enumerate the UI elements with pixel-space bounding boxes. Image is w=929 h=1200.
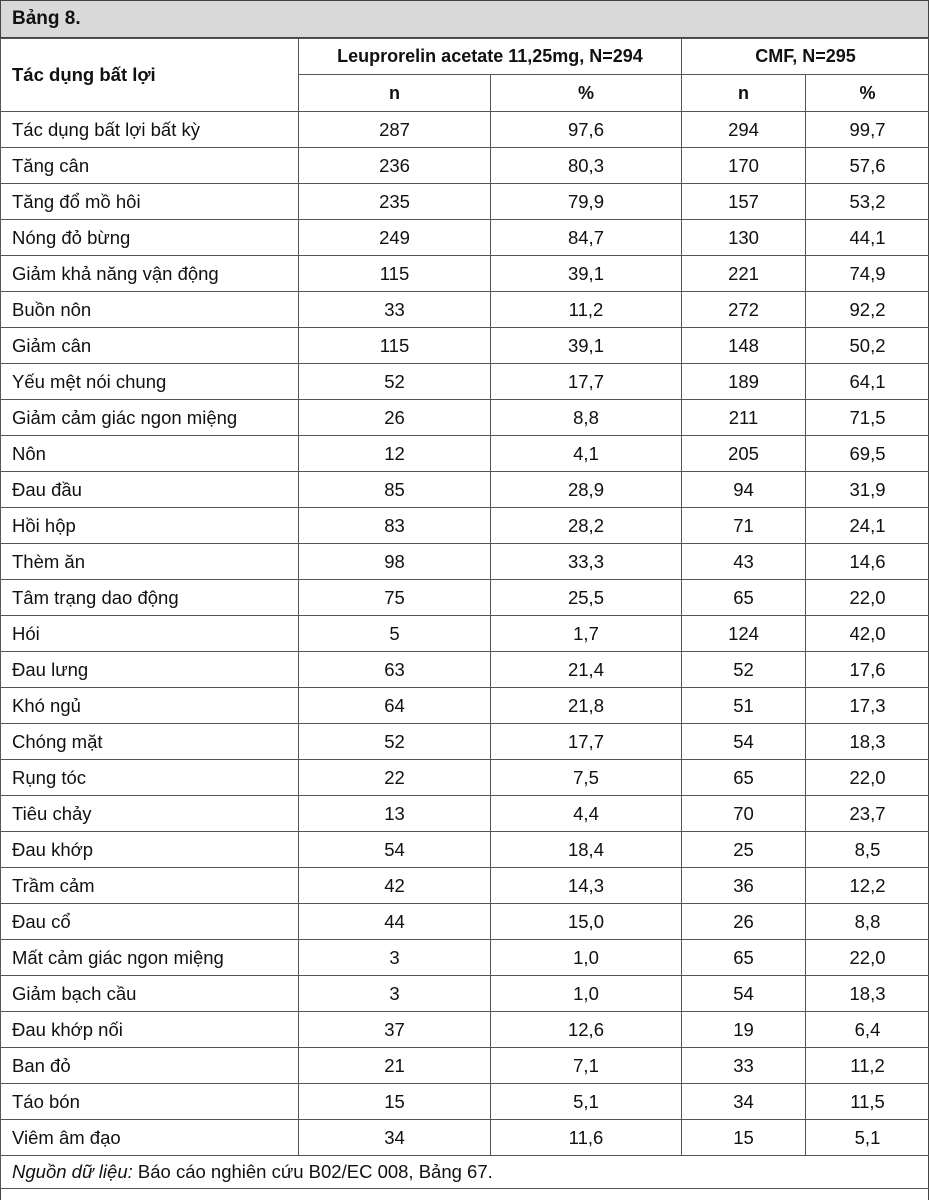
- leuprorelin-percent-cell: 8,8: [491, 400, 682, 436]
- table-row: [1, 796, 929, 832]
- cmf-percent-cell: 6,4: [806, 1012, 929, 1048]
- leuprorelin-percent-cell: 4,1: [491, 436, 682, 472]
- adverse-effect-label: Đau khớp nối: [1, 1012, 299, 1048]
- table-row: [1, 688, 929, 724]
- cmf-percent-cell: 99,7: [806, 112, 929, 148]
- cmf-percent-cell: 17,6: [806, 652, 929, 688]
- adverse-effect-label: Rụng tóc: [1, 760, 299, 796]
- leuprorelin-n-cell: 85: [299, 472, 491, 508]
- adverse-effect-label: Giảm bạch cầu: [1, 976, 299, 1012]
- cmf-n-cell: 70: [682, 796, 806, 832]
- cmf-n-cell: 65: [682, 760, 806, 796]
- leuprorelin-percent-cell: 25,5: [491, 580, 682, 616]
- leuprorelin-n-cell: 63: [299, 652, 491, 688]
- cmf-percent-cell: 8,8: [806, 904, 929, 940]
- adverse-effect-label: Tăng đổ mồ hôi: [1, 184, 299, 220]
- cmf-n-cell: 34: [682, 1084, 806, 1120]
- group-header-leuprorelin: Leuprorelin acetate 11,25mg, N=294: [299, 39, 682, 75]
- leuprorelin-n-cell: 249: [299, 220, 491, 256]
- cmf-percent-cell: 44,1: [806, 220, 929, 256]
- source-row: [1, 1156, 929, 1189]
- leuprorelin-percent-cell: 84,7: [491, 220, 682, 256]
- adverse-effect-label: Hồi hộp: [1, 508, 299, 544]
- cmf-n-cell: 94: [682, 472, 806, 508]
- adverse-effect-label: Chóng mặt: [1, 724, 299, 760]
- table-row: [1, 184, 929, 220]
- cmf-n-cell: 71: [682, 508, 806, 544]
- leuprorelin-percent-cell: 12,6: [491, 1012, 682, 1048]
- table-row: [1, 328, 929, 364]
- cmf-percent-cell: 24,1: [806, 508, 929, 544]
- cmf-n-cell: 54: [682, 976, 806, 1012]
- cmf-n-cell: 157: [682, 184, 806, 220]
- leuprorelin-percent-cell: 14,3: [491, 868, 682, 904]
- leuprorelin-percent-cell: 28,9: [491, 472, 682, 508]
- header-row-groups: [1, 39, 929, 75]
- cmf-percent-cell: 42,0: [806, 616, 929, 652]
- table-row: [1, 616, 929, 652]
- leuprorelin-n-cell: 42: [299, 868, 491, 904]
- leuprorelin-n-cell: 235: [299, 184, 491, 220]
- cmf-n-cell: 54: [682, 724, 806, 760]
- adverse-effect-label: Đau lưng: [1, 652, 299, 688]
- table-row: [1, 400, 929, 436]
- leuprorelin-n-cell: 52: [299, 364, 491, 400]
- leuprorelin-n-cell: 236: [299, 148, 491, 184]
- adverse-effect-label: Đau khớp: [1, 832, 299, 868]
- cmf-n-cell: 124: [682, 616, 806, 652]
- leuprorelin-percent-cell: 5,1: [491, 1084, 682, 1120]
- leuprorelin-n-cell: 22: [299, 760, 491, 796]
- adverse-effect-label: Nóng đỏ bừng: [1, 220, 299, 256]
- table-row: [1, 1084, 929, 1120]
- table-row: [1, 112, 929, 148]
- table-row: [1, 436, 929, 472]
- cmf-n-cell: 294: [682, 112, 806, 148]
- cmf-percent-cell: 22,0: [806, 580, 929, 616]
- cmf-percent-cell: 5,1: [806, 1120, 929, 1156]
- leuprorelin-percent-cell: 97,6: [491, 112, 682, 148]
- adverse-effect-label: Ban đỏ: [1, 1048, 299, 1084]
- cmf-percent-cell: 17,3: [806, 688, 929, 724]
- subheader-percent: %: [806, 75, 929, 112]
- adverse-effect-label: Táo bón: [1, 1084, 299, 1120]
- cmf-n-cell: 205: [682, 436, 806, 472]
- leuprorelin-n-cell: 75: [299, 580, 491, 616]
- adverse-effect-label: Yếu mệt nói chung: [1, 364, 299, 400]
- leuprorelin-percent-cell: 4,4: [491, 796, 682, 832]
- table-row: [1, 508, 929, 544]
- source-label: Nguồn dữ liệu:: [12, 1161, 133, 1182]
- table-row: [1, 580, 929, 616]
- cmf-n-cell: 43: [682, 544, 806, 580]
- cmf-percent-cell: 12,2: [806, 868, 929, 904]
- cmf-n-cell: 65: [682, 940, 806, 976]
- leuprorelin-percent-cell: 1,0: [491, 940, 682, 976]
- leuprorelin-n-cell: 83: [299, 508, 491, 544]
- table-row: [1, 256, 929, 292]
- source-text: Báo cáo nghiên cứu B02/EC 008, Bảng 67.: [132, 1161, 493, 1182]
- cmf-n-cell: 15: [682, 1120, 806, 1156]
- adverse-effect-label: Giảm cân: [1, 328, 299, 364]
- table-body: [1, 112, 929, 1156]
- table-row: [1, 1120, 929, 1156]
- leuprorelin-percent-cell: 7,1: [491, 1048, 682, 1084]
- row-label-header: Tác dụng bất lợi: [1, 39, 299, 112]
- cmf-n-cell: 170: [682, 148, 806, 184]
- adverse-effect-label: Tâm trạng dao động: [1, 580, 299, 616]
- leuprorelin-n-cell: 44: [299, 904, 491, 940]
- cmf-percent-cell: 22,0: [806, 760, 929, 796]
- table-row: [1, 832, 929, 868]
- adverse-effect-label: Nôn: [1, 436, 299, 472]
- table-row: [1, 976, 929, 1012]
- leuprorelin-percent-cell: 33,3: [491, 544, 682, 580]
- adverse-effect-label: Tăng cân: [1, 148, 299, 184]
- table-row: [1, 940, 929, 976]
- leuprorelin-n-cell: 64: [299, 688, 491, 724]
- leuprorelin-percent-cell: 80,3: [491, 148, 682, 184]
- cmf-percent-cell: 64,1: [806, 364, 929, 400]
- leuprorelin-n-cell: 3: [299, 940, 491, 976]
- table-row: [1, 364, 929, 400]
- cmf-n-cell: 148: [682, 328, 806, 364]
- table-row: [1, 724, 929, 760]
- table-row: [1, 904, 929, 940]
- table-row: [1, 652, 929, 688]
- leuprorelin-n-cell: 15: [299, 1084, 491, 1120]
- cmf-n-cell: 25: [682, 832, 806, 868]
- adverse-effect-label: Trầm cảm: [1, 868, 299, 904]
- table-row: [1, 544, 929, 580]
- leuprorelin-percent-cell: 7,5: [491, 760, 682, 796]
- leuprorelin-percent-cell: 21,8: [491, 688, 682, 724]
- leuprorelin-percent-cell: 21,4: [491, 652, 682, 688]
- cmf-n-cell: 272: [682, 292, 806, 328]
- adverse-effect-label: Buồn nôn: [1, 292, 299, 328]
- cmf-percent-cell: 23,7: [806, 796, 929, 832]
- adverse-effect-label: Thèm ăn: [1, 544, 299, 580]
- cmf-percent-cell: 50,2: [806, 328, 929, 364]
- adverse-effect-label: Tác dụng bất lợi bất kỳ: [1, 112, 299, 148]
- cmf-percent-cell: 18,3: [806, 976, 929, 1012]
- leuprorelin-n-cell: 287: [299, 112, 491, 148]
- source-note: [1, 1156, 929, 1189]
- cmf-n-cell: 33: [682, 1048, 806, 1084]
- table-caption: Bảng 8.: [0, 0, 929, 38]
- leuprorelin-percent-cell: 1,0: [491, 976, 682, 1012]
- leuprorelin-percent-cell: 15,0: [491, 904, 682, 940]
- leuprorelin-percent-cell: 39,1: [491, 256, 682, 292]
- leuprorelin-percent-cell: 79,9: [491, 184, 682, 220]
- cmf-percent-cell: 57,6: [806, 148, 929, 184]
- cmf-n-cell: 211: [682, 400, 806, 436]
- cmf-percent-cell: 71,5: [806, 400, 929, 436]
- leuprorelin-n-cell: 13: [299, 796, 491, 832]
- table-row: [1, 868, 929, 904]
- table-row: [1, 1048, 929, 1084]
- adverse-effect-label: Viêm âm đạo: [1, 1120, 299, 1156]
- table-row: [1, 760, 929, 796]
- table-row: [1, 472, 929, 508]
- adverse-effects-table: [0, 38, 929, 1189]
- cmf-percent-cell: 8,5: [806, 832, 929, 868]
- leuprorelin-n-cell: 26: [299, 400, 491, 436]
- cmf-n-cell: 65: [682, 580, 806, 616]
- leuprorelin-n-cell: 115: [299, 256, 491, 292]
- leuprorelin-n-cell: 37: [299, 1012, 491, 1048]
- leuprorelin-percent-cell: 1,7: [491, 616, 682, 652]
- adverse-effect-label: Giảm cảm giác ngon miệng: [1, 400, 299, 436]
- cmf-percent-cell: 11,2: [806, 1048, 929, 1084]
- leuprorelin-n-cell: 98: [299, 544, 491, 580]
- cmf-percent-cell: 69,5: [806, 436, 929, 472]
- leuprorelin-percent-cell: 39,1: [491, 328, 682, 364]
- cmf-percent-cell: 53,2: [806, 184, 929, 220]
- table-row: [1, 1012, 929, 1048]
- cmf-percent-cell: 74,9: [806, 256, 929, 292]
- cmf-percent-cell: 14,6: [806, 544, 929, 580]
- cmf-n-cell: 19: [682, 1012, 806, 1048]
- cmf-n-cell: 52: [682, 652, 806, 688]
- leuprorelin-percent-cell: 17,7: [491, 364, 682, 400]
- cmf-percent-cell: 31,9: [806, 472, 929, 508]
- table-row: [1, 148, 929, 184]
- cmf-n-cell: 189: [682, 364, 806, 400]
- leuprorelin-percent-cell: 18,4: [491, 832, 682, 868]
- leuprorelin-n-cell: 3: [299, 976, 491, 1012]
- leuprorelin-percent-cell: 11,2: [491, 292, 682, 328]
- adverse-effect-label: Tiêu chảy: [1, 796, 299, 832]
- leuprorelin-n-cell: 115: [299, 328, 491, 364]
- subheader-percent: %: [491, 75, 682, 112]
- adverse-effect-label: Hói: [1, 616, 299, 652]
- adverse-effect-label: Đau đầu: [1, 472, 299, 508]
- cmf-n-cell: 36: [682, 868, 806, 904]
- leuprorelin-n-cell: 33: [299, 292, 491, 328]
- cmf-n-cell: 26: [682, 904, 806, 940]
- leuprorelin-n-cell: 12: [299, 436, 491, 472]
- leuprorelin-n-cell: 34: [299, 1120, 491, 1156]
- adverse-effect-label: Giảm khả năng vận động: [1, 256, 299, 292]
- leuprorelin-n-cell: 5: [299, 616, 491, 652]
- table-row: [1, 292, 929, 328]
- group-header-cmf: CMF, N=295: [682, 39, 929, 75]
- leuprorelin-n-cell: 21: [299, 1048, 491, 1084]
- leuprorelin-percent-cell: 28,2: [491, 508, 682, 544]
- cmf-n-cell: 221: [682, 256, 806, 292]
- leuprorelin-n-cell: 54: [299, 832, 491, 868]
- leuprorelin-percent-cell: 17,7: [491, 724, 682, 760]
- leuprorelin-n-cell: 52: [299, 724, 491, 760]
- cmf-percent-cell: 92,2: [806, 292, 929, 328]
- cmf-n-cell: 130: [682, 220, 806, 256]
- table-row: [1, 220, 929, 256]
- subheader-n: n: [299, 75, 491, 112]
- adverse-effect-label: Khó ngủ: [1, 688, 299, 724]
- subheader-n: n: [682, 75, 806, 112]
- adverse-effect-label: Mất cảm giác ngon miệng: [1, 940, 299, 976]
- adverse-effect-label: Đau cổ: [1, 904, 299, 940]
- cmf-percent-cell: 22,0: [806, 940, 929, 976]
- cmf-percent-cell: 18,3: [806, 724, 929, 760]
- leuprorelin-percent-cell: 11,6: [491, 1120, 682, 1156]
- cmf-n-cell: 51: [682, 688, 806, 724]
- cmf-percent-cell: 11,5: [806, 1084, 929, 1120]
